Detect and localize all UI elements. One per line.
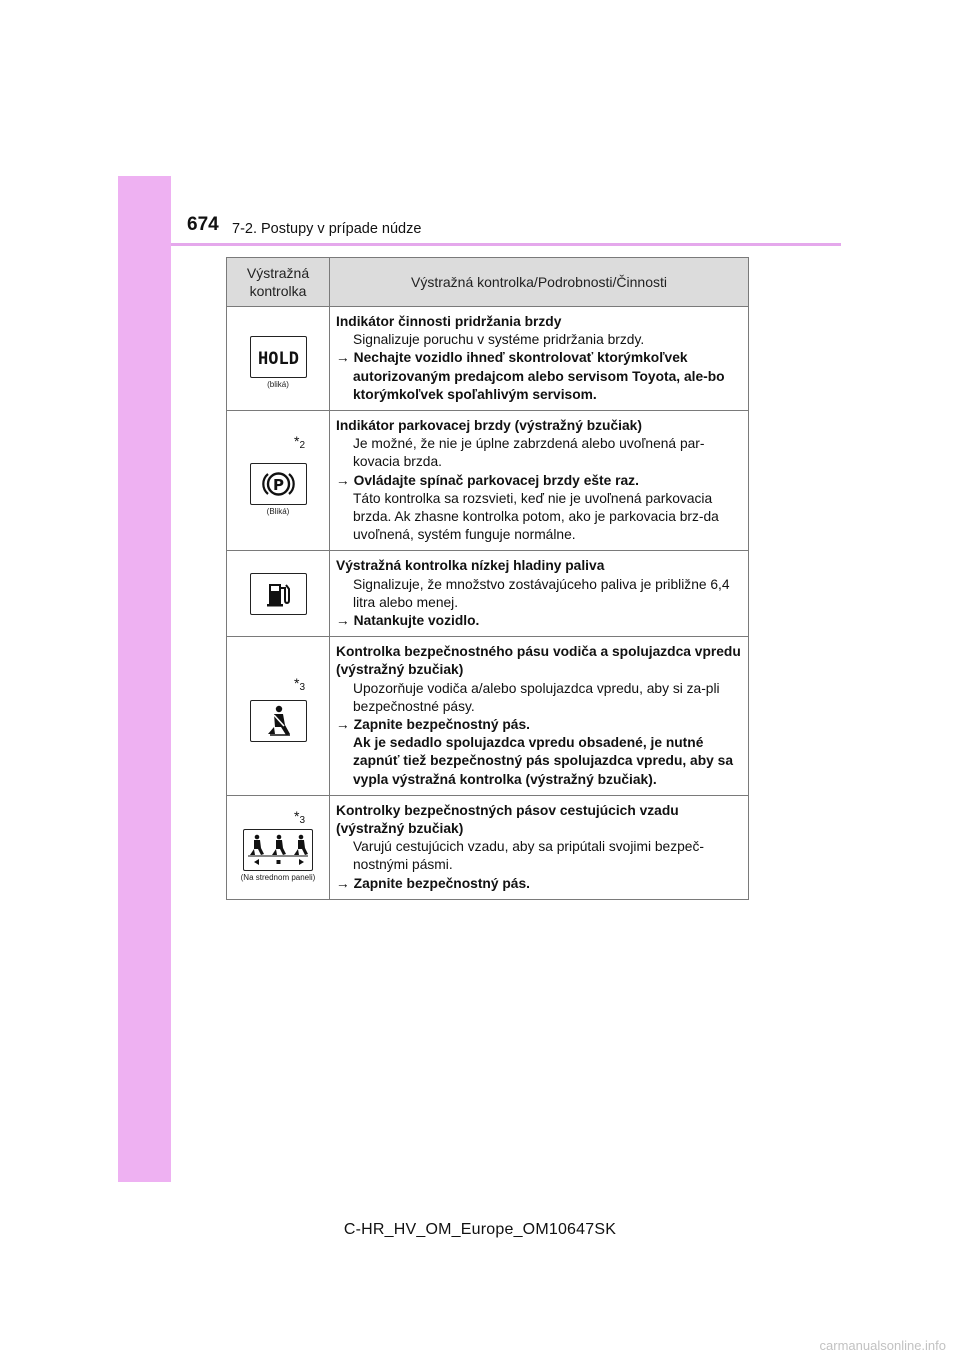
- table-row: [227, 411, 749, 551]
- row-description: Signalizuje, že množstvo zostávajúceho paliva je približne 6,4 litra alebo menej.: [353, 576, 730, 610]
- text-cell: [330, 795, 749, 899]
- footnote-marker: $*_3$: [293, 675, 305, 694]
- arrow-icon: →: [336, 350, 350, 366]
- table-row: [227, 551, 749, 637]
- text-cell: [330, 551, 749, 637]
- icon-cell: [227, 307, 330, 411]
- text-cell: [330, 411, 749, 551]
- icon-cell: [227, 551, 330, 637]
- row-note: Táto kontrolka sa rozsvieti, keď nie je uvoľnená parkovacia brzda. Ak zhasne kontrolka potom, ako je parkovacia brz-da uvoľnená, systém funguje normálne.: [353, 490, 719, 543]
- row-description: Signalizuje poruchu v systéme pridržania brzdy.: [353, 332, 645, 348]
- icon-caption: (Bliká): [266, 507, 290, 517]
- seatbelt-icon: [250, 700, 307, 742]
- table-header-row: [227, 258, 749, 307]
- table-row: [227, 307, 749, 411]
- svg-text:P: P: [272, 476, 284, 495]
- row-action: → Zapnite bezpečnostný pás.: [336, 875, 530, 891]
- footnote-marker: $*_2$: [293, 433, 305, 452]
- row-description: Upozorňuje vodiča a/alebo spolujazdca vpredu, aby si za-pli bezpečnostné pásy.: [353, 680, 720, 714]
- row-action: → Nechajte vozidlo ihneď skontrolovať ktorýmkoľvek autorizovaným predajcom alebo servisom Toyota, ale-bo ktorýmkoľvek spoľahlivým servisom.: [336, 350, 725, 402]
- col1-header: Výstražná kontrolka: [227, 258, 330, 307]
- arrow-icon: →: [336, 875, 350, 891]
- row-title: Kontrolka bezpečnostného pásu vodiča a spolujazdca vpredu (výstražný bzučiak): [336, 644, 741, 678]
- side-color-band: [118, 176, 171, 1182]
- rear-seatbelts-icon: [243, 829, 313, 871]
- header-rule: [171, 243, 841, 246]
- fuel-pump-icon: [250, 573, 307, 615]
- row-action: → Natankujte vozidlo.: [336, 613, 480, 629]
- hold-icon: [250, 336, 307, 378]
- row-description: Varujú cestujúcich vzadu, aby sa pripútali svojimi bezpeč-nostnými pásmi.: [353, 839, 704, 873]
- section-title: 7-2. Postupy v prípade núdze: [232, 221, 422, 237]
- icon-caption: (bliká): [267, 380, 289, 389]
- arrow-icon: →: [336, 717, 350, 733]
- document-footer: C-HR_HV_OM_Europe_OM10647SK: [343, 1221, 617, 1238]
- row-title: Indikátor činnosti pridržania brzdy: [336, 314, 562, 329]
- text-cell: [330, 307, 749, 411]
- footnote-marker: $*_3$: [293, 807, 305, 826]
- arrow-icon: →: [336, 613, 350, 629]
- col2-header: Výstražná kontrolka/Podrobnosti/Činnosti: [330, 258, 749, 307]
- watermark: carmanualsonline.info: [819, 1338, 946, 1353]
- row-action-note: Ak je sedadlo spolujazdca vpredu obsadené, je nutné zapnúť tiež bezpečnostný pás spolujazdca vpredu, aby sa vypla výstražná kontrolka (výstražný bzučiak).: [353, 735, 733, 787]
- row-action: → Zapnite bezpečnostný pás.: [336, 717, 530, 733]
- row-title: Indikátor parkovacej brzdy (výstražný bzučiak): [336, 418, 642, 434]
- table-row: [227, 795, 749, 899]
- text-cell: [330, 637, 749, 796]
- row-action: → Ovládajte spínač parkovacej brzdy ešte raz.: [336, 472, 639, 488]
- icon-caption: (Na strednom paneli): [240, 872, 316, 882]
- warning-lights-table: [226, 257, 749, 900]
- row-title: Kontrolky bezpečnostných pásov cestujúcich vzadu (výstražný bzučiak): [336, 802, 679, 837]
- icon-cell: [227, 637, 330, 796]
- table-row: [227, 637, 749, 796]
- icon-cell: [227, 795, 330, 899]
- hold-icon-text: HOLD: [257, 349, 299, 369]
- arrow-icon: →: [336, 472, 350, 488]
- row-title: Výstražná kontrolka nízkej hladiny paliva: [336, 558, 605, 574]
- icon-cell: [227, 411, 330, 551]
- row-description: Je možné, že nie je úplne zabrzdená alebo uvoľnená par-kovacia brzda.: [353, 436, 705, 470]
- parking-brake-icon: [250, 463, 307, 505]
- page-number: 674: [187, 214, 219, 235]
